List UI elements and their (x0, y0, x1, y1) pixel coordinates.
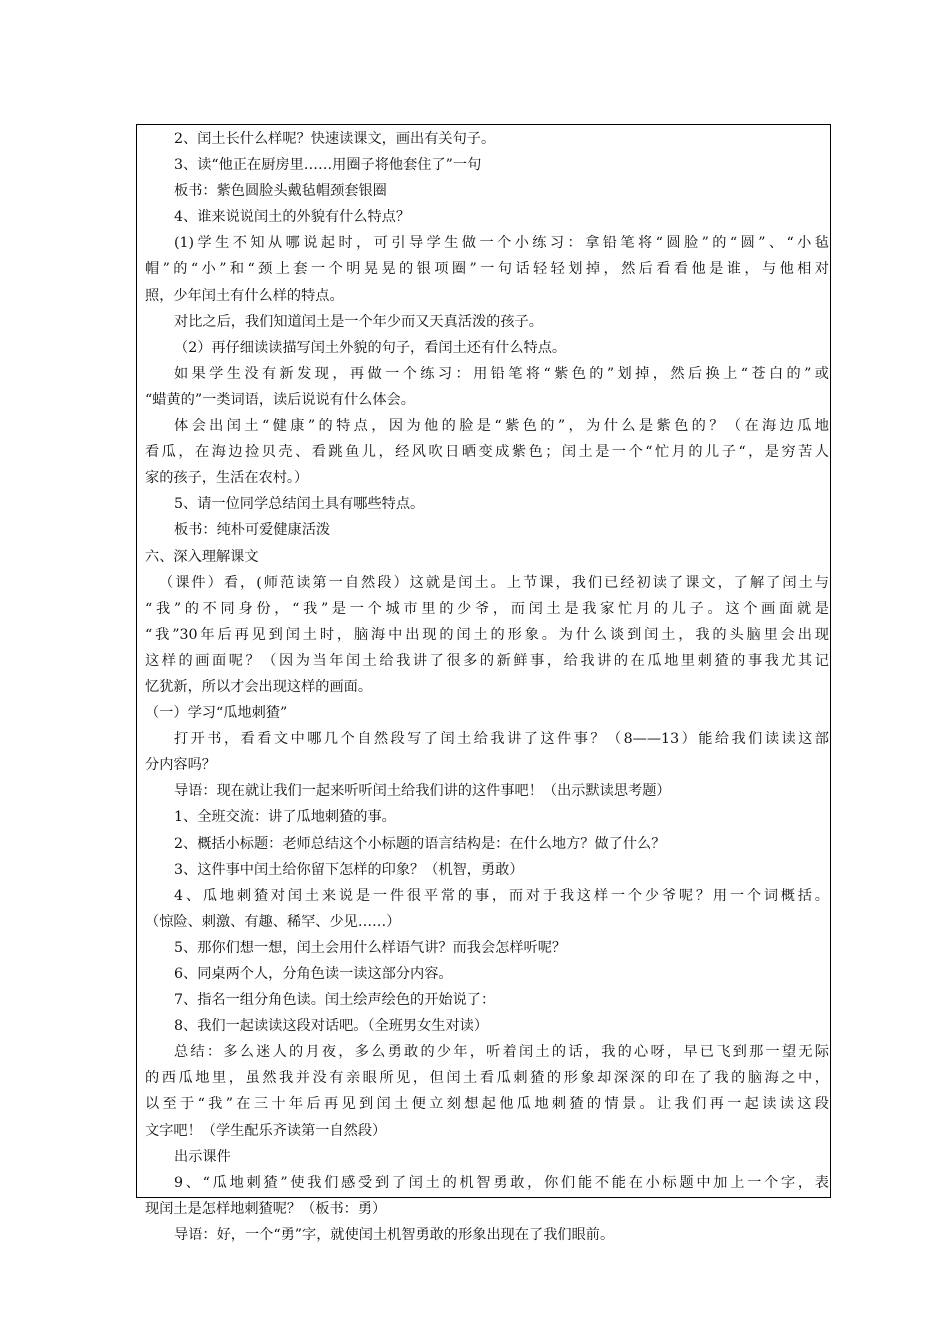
text-line: 看瓜，在海边捡贝壳、看跳鱼儿，经风吹日晒变成紫色；闰土是一个“忙月的儿子“，是穷苦人 (145, 444, 829, 461)
text-line: 照，少年闰土有什么样的特点。 (145, 287, 344, 304)
text-line: 分内容吗？ (145, 757, 216, 774)
text-line: 文字吧！（学生配乐齐读第一自然段） (145, 1122, 387, 1139)
text-line: 导语：好，一个“勇”字，就使闰土机智勇敢的形象出现在了我们眼前。 (174, 1226, 615, 1243)
text-line: （2）再仔细读读描写闰土外貌的句子，看闰土还有什么特点。 (174, 339, 567, 356)
text-line: 打开书，看看文中哪几个自然段写了闰土给我讲了这件事？（8——13）能给我们读读这部 (174, 731, 829, 748)
text-line: “我”30年后再见到闰土时，脑海中出现的闰土的形象。为什么谈到闰土，我的头脑里会出现 (145, 626, 829, 643)
text-line: 板书：紫色圆脸头戴毡帽颈套银圈 (174, 183, 387, 200)
text-line: （一）学习“瓜地刺猹” (145, 705, 288, 722)
text-line: (1)学生不知从哪说起时，可引导学生做一个小练习：拿铅笔将“圆脸”的“圆”、“小毡 (174, 235, 829, 252)
text-line: “蜡黄的”一类词语，读后说说有什么体会。 (145, 391, 415, 408)
text-line: 板书：纯朴可爱健康活泼 (174, 522, 331, 539)
text-line: 现闰土是怎样地刺猹呢？（板书：勇） (145, 1200, 387, 1217)
lesson-text (145, 126, 829, 1248)
text-line: 出示课件 (174, 1148, 231, 1165)
text-line: （课件）看，(师范读第一自然段）这就是闰土。上节课，我们已经初读了课文，了解了闰土与 (159, 574, 829, 591)
text-line: 4、瓜地刺猹对闰土来说是一件很平常的事，而对于我这样一个少爷呢？用一个词概括。 (174, 887, 829, 904)
text-line: 5、那你们想一想，闰土会用什么样语气讲？而我会怎样听呢？ (174, 939, 567, 956)
text-line: 如果学生没有新发现，再做一个练习：用铅笔将“紫色的”划掉，然后换上“苍白的”或 (174, 365, 829, 382)
text-line: 4、谁来说说闰土的外貌有什么特点？ (174, 209, 411, 226)
text-line: 9、“瓜地刺猹”使我们感受到了闰土的机智勇敢，你们能不能在小标题中加上一个字，表 (174, 1174, 829, 1191)
text-line: 体会出闰土“健康”的特点，因为他的脸是“紫色的”，为什么是紫色的？（在海边瓜地 (174, 418, 829, 435)
text-line: 忆犹新，所以才会出现这样的画面。 (145, 678, 373, 695)
text-line: 对比之后，我们知道闰土是一个年少而又天真活泼的孩子。 (174, 313, 543, 330)
text-line: 2、概括小标题：老师总结这个小标题的语言结构是：在什么地方？做了什么？ (174, 835, 666, 852)
text-line: 7、指名一组分角色读。闰土绘声绘色的开始说了： (174, 992, 496, 1009)
text-line: 这样的画面呢？（因为当年闰土给我讲了很多的新鲜事，给我讲的在瓜地里刺猹的事我尤其记 (145, 652, 829, 669)
text-line: 帽”的“小”和“颈上套一个明晃晃的银项圈”一句话轻轻划掉，然后看看他是谁，与他相对 (145, 261, 829, 278)
text-line: 3、这件事中闰土给你留下怎样的印象？（机智，勇敢） (174, 861, 524, 878)
text-line: 2、闰土长什么样呢？快速读课文，画出有关句子。 (174, 131, 496, 147)
text-line: （惊险、刺激、有趣、稀罕、少见……） (145, 913, 401, 930)
text-line: 3、读“他正在厨房里……用圈子将他套住了”一句 (174, 157, 482, 174)
text-line: 家的孩子，生活在农村。） (145, 470, 309, 487)
text-line: 导语：现在就让我们一起来听听闰土给我们讲的这件事吧！（出示默读思考题） (174, 783, 671, 800)
text-line: 8、我们一起读读这段对话吧。（全班男女生对读） (174, 1018, 489, 1035)
text-line: “我”的不同身份，“我”是一个城市里的少爷，而闰土是我家忙月的儿子。这个画面就是 (145, 600, 829, 617)
text-line: 5、请一位同学总结闰土具有哪些特点。 (174, 496, 425, 513)
text-line: 以至于“我”在三十年后再见到闰土便立刻想起他瓜地刺猹的情景。让我们再一起读读这段 (145, 1096, 829, 1113)
text-line: 总结：多么迷人的月夜，多么勇敢的少年，听着闰土的话，我的心呀，早已飞到那一望无际 (174, 1044, 829, 1061)
text-line: 1、全班交流：讲了瓜地刺猹的事。 (174, 809, 396, 826)
text-line: 六、深入理解课文 (145, 548, 259, 565)
text-line: 6、同桌两个人，分角色读一读这部分内容。 (174, 966, 453, 982)
text-line: 的西瓜地里，虽然我并没有亲眼所见，但闰土看瓜刺猹的形象却深深的印在了我的脑海之中， (145, 1070, 829, 1087)
